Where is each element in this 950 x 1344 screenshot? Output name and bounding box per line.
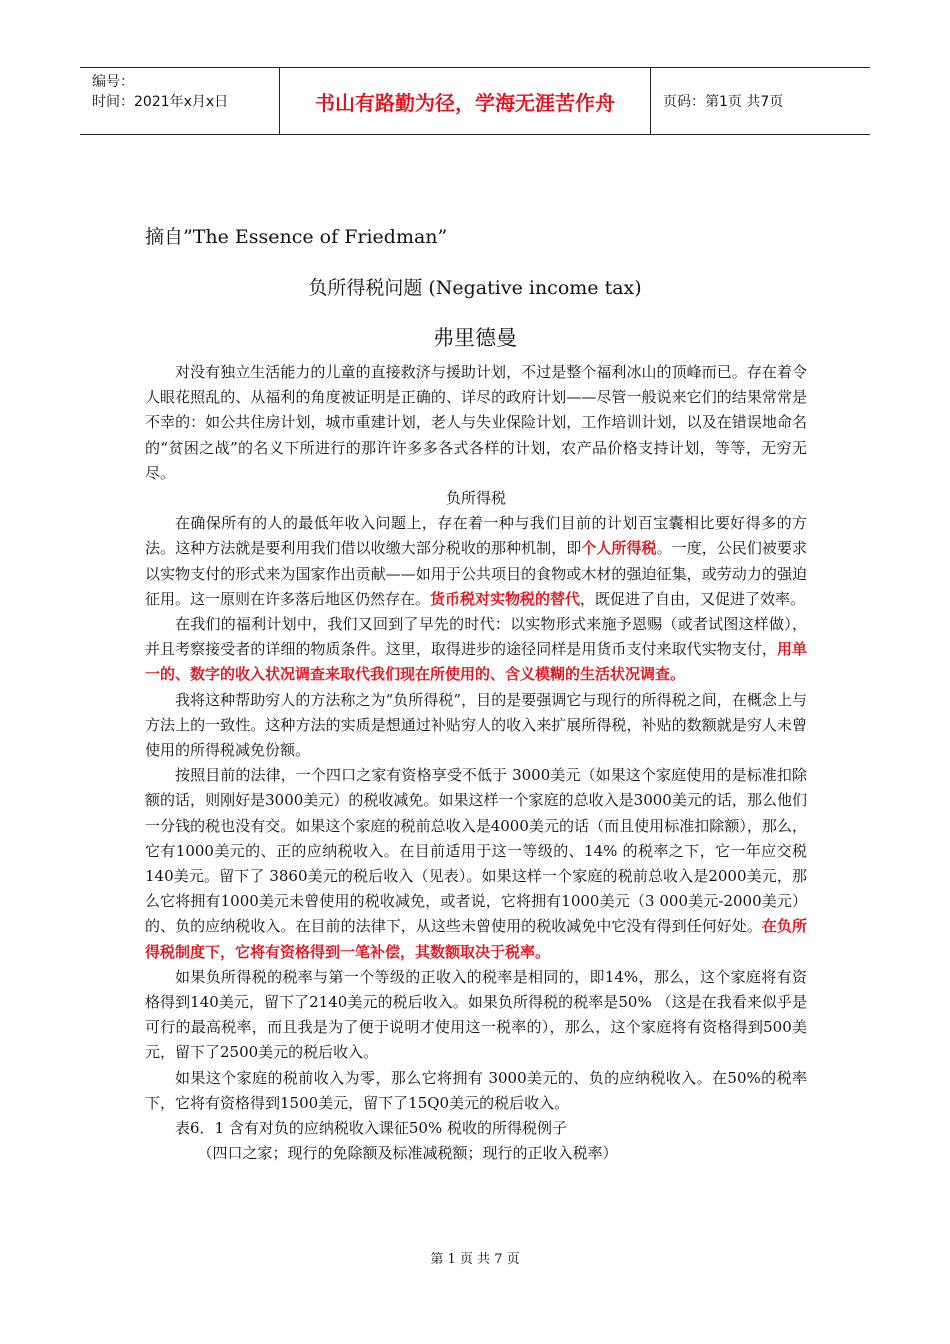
table-subcaption: （四口之家；现行的免除额及标准减税额；现行的正收入税率）	[197, 1144, 618, 1163]
p2-text-c: ，既促进了自由，又促进了效率。	[580, 589, 806, 608]
document-body	[145, 360, 807, 1167]
header-motto: 书山有路勤为径，学海无涯苦作舟	[280, 68, 651, 134]
paragraph-4: 我将这种帮助穷人的方法称之为“负所得税”，目的是要强调它与现行的所得税之间，在概念上与方法上的一致性。这种方法的实质是想通过补贴穷人的收入来扩展所得税，补贴的数额就是穷人未曾使用的所得税减免份额。	[145, 690, 807, 760]
page-footer: 第 1 页 共 7 页	[430, 1252, 520, 1267]
section-subheading: 负所得税	[445, 489, 506, 508]
p2-highlight-2: 货币税对实物税的替代	[430, 589, 581, 608]
p3-text: 在我们的福利计划中，我们又回到了早先的时代：以实物形式来施予恩赐（或者试图这样做），并且考察接受者的详细的物质条件。这里，取得进步的途径同样是用货币支付来取代实物支付，	[145, 615, 807, 659]
paragraph-2	[145, 511, 807, 612]
number-label: 编号：	[92, 74, 134, 90]
header-meta	[80, 68, 280, 134]
p3-highlight: 用单一的、数字的收入状况调查来取代我们现在所使用的、含义模糊的生活状况调查。	[145, 640, 807, 684]
p2-text-a: 在确保所有的人的最低年收入问题上，存在着一种与我们目前的计划百宝囊相比要好得多的方法。这种方法就是要利用我们借以收缴大部分税收的那种机制，即	[145, 514, 807, 558]
paragraph-7: 如果这个家庭的税前收入为零，那么它将拥有 3000美元的、负的应纳税收入。在50%的税率下，它将有资格得到1500美元，留下了15Q0美元的税后收入。	[145, 1068, 807, 1112]
document-title: 负所得税问题 (Negative income tax)	[308, 277, 642, 299]
paragraph-3	[145, 612, 807, 688]
table-caption: 表6．1 含有对负的应纳税收入课征50% 税收的所得税例子	[175, 1119, 567, 1138]
source-line: 摘自”The Essence of Friedman”	[145, 226, 448, 248]
paragraph-6: 如果负所得税的税率与第一个等级的正收入的税率是相同的，即14%，那么，这个家庭将有资格得到140美元，留下了2140美元的税后收入。如果负所得税的税率是50% （这是在我看来似乎是可行的最高税率，而且我是为了便于说明才使用这一税率的），那么，这个家庭将有资格得到500美元，留下了2500美元的税后收入。	[145, 967, 807, 1062]
p5-text: 按照目前的法律，一个四口之家有资格享受不低于 3000美元（如果这个家庭使用的是标准扣除额的话，则刚好是3000美元）的税收减免。如果这样一个家庭的总收入是3000美元的话，那么他们一分钱的税也没有交。如果这个家庭的税前总收入是4000美元的话（而且使用标准扣除额），那么，它有1000美元的、正的应纳税收入。在目前适用于这一等级的、14% 的税率之下，它一年应交税140美元。留下了 3860美元的税后收入（见表）。如果这样一个家庭的税前总收入是2000美元，那么它将拥有1000美元未曾使用的税收减免，或者说，它将拥有1000美元（3 000美元-2000美元）的、负的应纳税收入。在目前的法律下，从这些未曾使用的税收减免中它没有得到任何好处。	[145, 766, 807, 936]
time-label: 时间：2021年x月x日	[92, 94, 229, 110]
paragraph-5	[145, 763, 807, 965]
paragraph-1: 对没有独立生活能力的儿童的直接救济与援助计划，不过是整个福利冰山的顶峰而已。存在着令人眼花照乱的、从福利的角度被证明是正确的、详尽的政府计划——尽管一般说来它们的结果常常是不幸的：如公共住房计划，城市重建计划，老人与失业保险计划，工作培训计划，以及在错误地命名的“贫困之战”的名义下所进行的那许许多多各式各样的计划，农产品价格支持计划，等等，无穷无尽。	[145, 363, 807, 482]
p2-text-b: 。一度，公民们被要求以实物支付的形式来为国家作出贡献——如用于公共项目的食物或木材的强迫征集，或劳动力的强迫征用。这一原则在许多落后地区仍然存在。	[145, 539, 807, 608]
p5-highlight: 在负所得税制度下，它将有资格得到一笔补偿，其数额取决于税率。	[145, 917, 807, 961]
page-header	[80, 67, 870, 135]
p2-highlight-1: 个人所得税	[581, 539, 657, 558]
header-page-info: 页码：第1页 共7页	[663, 94, 784, 110]
author-name: 弗里德曼	[433, 326, 517, 350]
